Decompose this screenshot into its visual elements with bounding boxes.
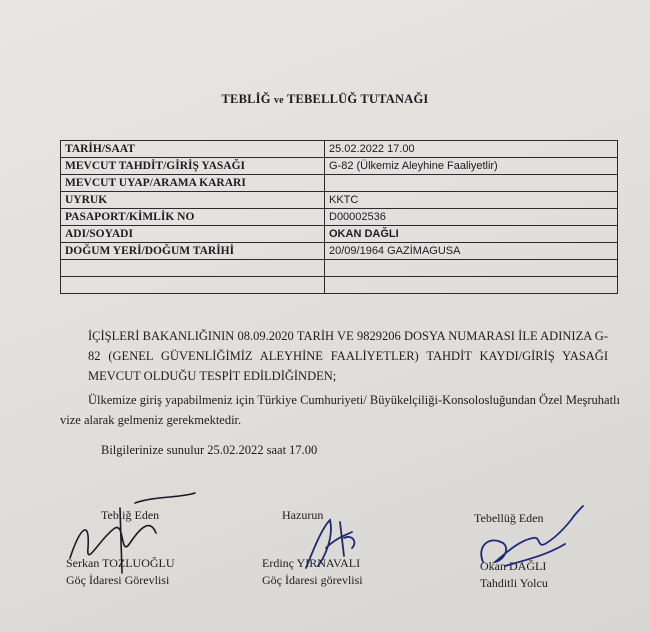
right-signature-icon — [475, 500, 585, 580]
left-signer-title: Göç İdaresi Görevlisi — [66, 573, 170, 587]
left-signer-name: Serkan TOZLUOĞLU — [66, 556, 175, 570]
notice-paragraph: İÇİŞLERİ BAKANLIĞININ 08.09.2020 TARİH VE 9829206 DOSYA NUMARASI İLE ADINIZA G-82 (GENEL GÜVENLİĞİMİZ ALEYHİNE FAALİYETLER) TAHDİT KAYDI/GİRİŞ YASAĞI MEVCUT OLDUĞU TESPİT EDİLDİĞİNDEN; — [88, 329, 608, 383]
left-signature-icon — [60, 488, 200, 583]
middle-signer-role: Hazurun — [282, 508, 324, 522]
table-label — [61, 260, 325, 277]
closing-line: Bilgilerinize sunulur 25.02.2022 saat 17.00 — [101, 443, 318, 457]
table-value — [325, 175, 618, 192]
table-row — [61, 226, 618, 243]
table-label: UYRUK — [61, 192, 325, 209]
table-value: OKAN DAĞLI — [325, 226, 618, 243]
table-value — [325, 260, 618, 277]
right-signer-role: Tebellüğ Eden — [474, 511, 544, 525]
right-signer-title: Tahditli Yolcu — [480, 576, 548, 590]
middle-signer-name: Erdinç YIRNAVALI — [262, 556, 361, 570]
table-row — [61, 175, 618, 192]
middle-signer-title: Göç İdaresi görevlisi — [262, 573, 363, 587]
title-part1: TEBLİĞ — [221, 92, 271, 106]
visa-paragraph: Ülkemize giriş yapabilmeniz için Türkiye Cumhuriyeti/ Büyükelçiliği-Konsolosluğundan Özel Meşruhatlı vize alarak gelmeniz gerekmektedir. — [60, 393, 620, 427]
table-label — [61, 277, 325, 294]
table-label: PASAPORT/KİMLİK NO — [61, 209, 325, 226]
table-row — [61, 209, 618, 226]
title-part2: TEBELLÜĞ TUTANAĞI — [286, 92, 429, 106]
table-row — [61, 141, 618, 158]
table-label: ADI/SOYADI — [61, 226, 325, 243]
table-label: MEVCUT UYAP/ARAMA KARARI — [61, 175, 325, 192]
left-signer-role: Tebliğ Eden — [101, 508, 160, 522]
table-row — [61, 192, 618, 209]
table-row — [61, 277, 618, 294]
table-value: D00002536 — [325, 209, 618, 226]
table-label: MEVCUT TAHDİT/GİRİŞ YASAĞI — [61, 158, 325, 175]
table-value: 25.02.2022 17.00 — [325, 141, 618, 158]
table-label: DOĞUM YERİ/DOĞUM TARİHİ — [61, 243, 325, 260]
middle-signature-icon — [300, 508, 370, 578]
table-row — [61, 243, 618, 260]
table-value — [325, 277, 618, 294]
table-row — [61, 158, 618, 175]
table-value: KKTC — [325, 192, 618, 209]
title-ve: ve — [273, 95, 284, 106]
table-label: TARİH/SAAT — [61, 141, 325, 158]
document-title — [0, 92, 650, 107]
table-value: 20/09/1964 GAZİMAGUSA — [325, 243, 618, 260]
table-value: G-82 (Ülkemiz Aleyhine Faaliyetlir) — [325, 158, 618, 175]
right-signer-name: Okan DAĞLI — [480, 559, 547, 573]
table-row — [61, 260, 618, 277]
info-table — [60, 140, 618, 294]
